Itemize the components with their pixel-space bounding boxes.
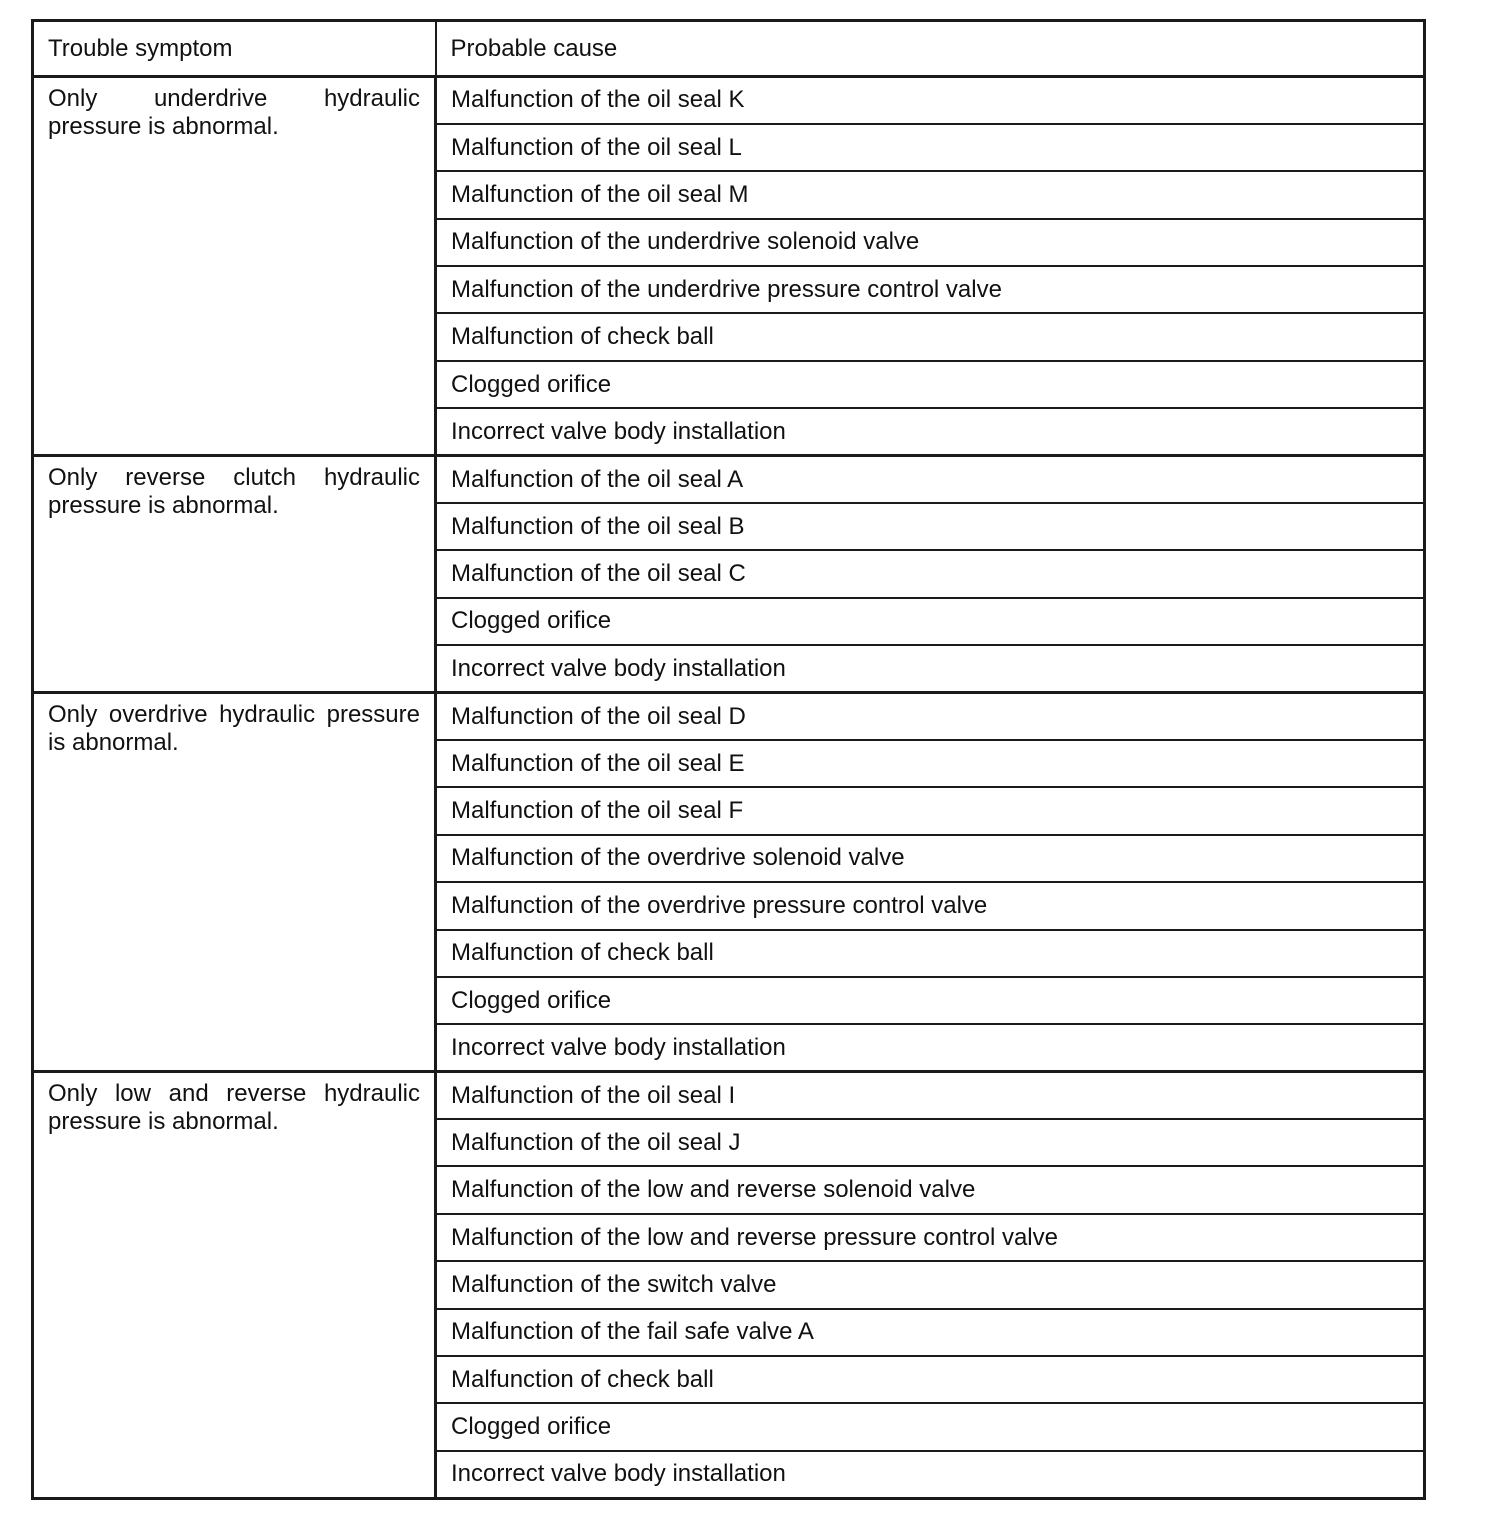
probable-cause-cell: Malfunction of the oil seal D — [436, 693, 1425, 740]
probable-cause-cell: Malfunction of the oil seal A — [436, 456, 1425, 503]
table-body — [33, 77, 1425, 1499]
probable-cause-cell: Malfunction of the underdrive solenoid valve — [436, 219, 1425, 266]
probable-cause-cell: Malfunction of check ball — [436, 930, 1425, 977]
table-row — [33, 456, 1425, 503]
probable-cause-cell: Malfunction of the oil seal E — [436, 740, 1425, 787]
probable-cause-cell: Malfunction of the oil seal C — [436, 550, 1425, 597]
probable-cause-cell: Malfunction of the fail safe valve A — [436, 1309, 1425, 1356]
probable-cause-cell: Malfunction of the overdrive pressure control valve — [436, 882, 1425, 929]
probable-cause-cell: Malfunction of the oil seal K — [436, 77, 1425, 124]
trouble-symptom-cell: Only overdrive hydraulic pressure is abnormal. — [33, 693, 436, 1072]
probable-cause-cell: Incorrect valve body installation — [436, 1451, 1425, 1498]
header-row — [33, 21, 1425, 77]
probable-cause-cell: Incorrect valve body installation — [436, 1024, 1425, 1071]
probable-cause-cell: Clogged orifice — [436, 598, 1425, 645]
probable-cause-cell: Malfunction of check ball — [436, 1356, 1425, 1403]
probable-cause-cell: Incorrect valve body installation — [436, 408, 1425, 455]
probable-cause-cell: Malfunction of check ball — [436, 313, 1425, 360]
probable-cause-cell: Clogged orifice — [436, 977, 1425, 1024]
table-row — [33, 1072, 1425, 1119]
table-row — [33, 77, 1425, 124]
probable-cause-cell: Malfunction of the oil seal B — [436, 503, 1425, 550]
probable-cause-cell: Malfunction of the oil seal M — [436, 171, 1425, 218]
probable-cause-cell: Malfunction of the oil seal L — [436, 124, 1425, 171]
probable-cause-cell: Malfunction of the underdrive pressure control valve — [436, 266, 1425, 313]
probable-cause-cell: Clogged orifice — [436, 1403, 1425, 1450]
probable-cause-cell: Malfunction of the low and reverse solenoid valve — [436, 1166, 1425, 1213]
probable-cause-cell: Clogged orifice — [436, 361, 1425, 408]
probable-cause-cell: Malfunction of the switch valve — [436, 1261, 1425, 1308]
table-row — [33, 693, 1425, 740]
header-trouble-symptom: Trouble symptom — [33, 21, 436, 77]
trouble-symptom-table — [31, 19, 1426, 1500]
header-probable-cause: Probable cause — [436, 21, 1425, 77]
probable-cause-cell: Malfunction of the oil seal I — [436, 1072, 1425, 1119]
probable-cause-cell: Malfunction of the low and reverse pressure control valve — [436, 1214, 1425, 1261]
trouble-symptom-cell: Only reverse clutch hydraulic pressure is abnormal. — [33, 456, 436, 693]
trouble-symptom-cell: Only underdrive hydraulic pressure is abnormal. — [33, 77, 436, 456]
trouble-symptom-cell: Only low and reverse hydraulic pressure is abnormal. — [33, 1072, 436, 1499]
probable-cause-cell: Incorrect valve body installation — [436, 645, 1425, 692]
probable-cause-cell: Malfunction of the overdrive solenoid valve — [436, 835, 1425, 882]
probable-cause-cell: Malfunction of the oil seal J — [436, 1119, 1425, 1166]
probable-cause-cell: Malfunction of the oil seal F — [436, 787, 1425, 834]
